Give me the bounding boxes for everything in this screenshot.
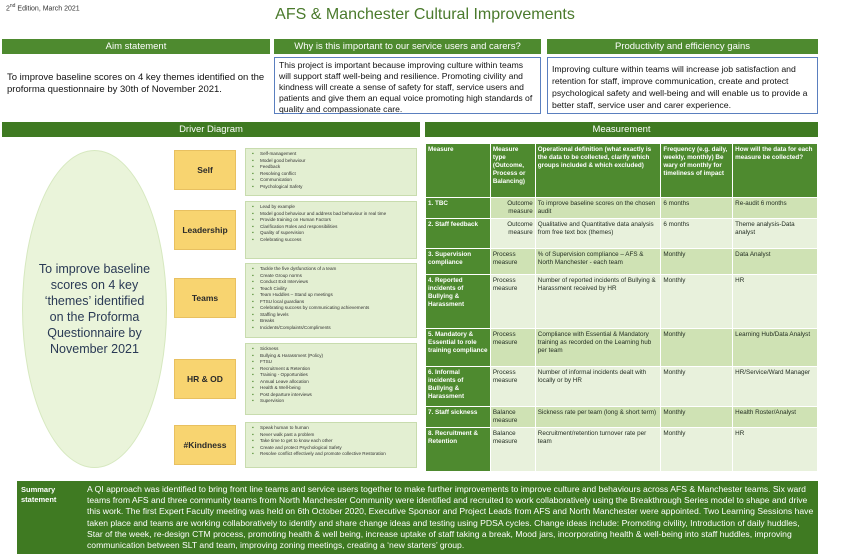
list-item: ▪ Never walk past a problem [260,432,412,439]
list-item: ▪ FTSU local guardians [260,299,412,306]
measure-cell: 5. Mandatory & Essential to role training compliance [426,329,491,367]
driver-diagram-heading: Driver Diagram [2,122,420,137]
type-cell: Process measure [490,249,535,275]
list-item: ▪ Quality of supervision [260,230,412,237]
type-cell: Balance measure [490,407,535,428]
driver-teams-items [245,263,417,338]
productivity-heading: Productivity and efficiency gains [547,39,818,54]
summary-panel [17,481,818,554]
list-item: ▪ Team Huddles – Stand up meetings [260,292,412,299]
definition-cell: Qualitative and Quantitative data analysis from free text box (themes) [535,219,661,249]
list-item: ▪ Resolve conflict effectively and promote collective Restoration [260,451,412,458]
summary-label: Summary statement [21,485,57,504]
list-item: ▪ Take time to get to know each other [260,438,412,445]
column-header: Measure [426,144,491,198]
list-item: ▪ Speak human to human [260,425,412,432]
collection-cell: Learning Hub/Data Analyst [733,329,818,367]
list-item: ▪ FTSU [260,359,412,366]
list-item: ▪ Tackle the five dysfunctions of a team [260,266,412,273]
collection-cell: Theme analysis-Data analyst [733,219,818,249]
list-item: ▪ Clarification Roles and responsibilities [260,224,412,231]
why-important-text: This project is important because improving culture within teams will support staff well-being and resilience. Promoting civility and kindness will create a sense of safety for staff, service users and patients and give them an equal voice promoting high standards of quality and compassionate care. [274,57,541,114]
driver-kindness: #Kindness [174,425,236,465]
frequency-cell: Monthly [661,249,733,275]
list-item: ▪ Create and protect Psychological Safety [260,445,412,452]
table-row [426,198,818,219]
definition-cell: Number of informal incidents dealt with locally or by HR [535,367,661,407]
collection-cell: HR/Service/Ward Manager [733,367,818,407]
driver-teams: Teams [174,278,236,318]
frequency-cell: 6 months [661,219,733,249]
column-header: Operational definition (what exactly is the data to be collected, clarify which groups included & which excluded) [535,144,661,198]
list-item: ▪ Breaks [260,318,412,325]
list-item: ▪ Training - Opportunities [260,372,412,379]
list-item: ▪ Annual Leave allocation [260,379,412,386]
measure-cell: 3. Supervision compliance [426,249,491,275]
table-row [426,329,818,367]
list-item: ▪ Psychological Safety [260,184,412,191]
list-item: ▪ Celebrating success by communicating achievements [260,305,412,312]
collection-cell: Data Analyst [733,249,818,275]
driver-hr-od-items [245,343,417,415]
table-row [426,367,818,407]
list-item: ▪ Model good behaviour [260,158,412,165]
type-cell: Balance measure [490,428,535,472]
measure-cell: 2. Staff feedback [426,219,491,249]
list-item: ▪ Create Group norms [260,273,412,280]
collection-cell: HR [733,428,818,472]
list-item: ▪ Teach Civility [260,286,412,293]
measure-cell: 7. Staff sickness [426,407,491,428]
list-item: ▪ Post departure interviews [260,392,412,399]
collection-cell: Health Roster/Analyst [733,407,818,428]
definition-cell: % of Supervision compliance – AFS & North Manchester - each team [535,249,661,275]
list-item: ▪ Provide training on Human Factors [260,217,412,224]
type-cell: Process measure [490,275,535,329]
page-title: AFS & Manchester Cultural Improvements [275,6,575,23]
type-cell: Process measure [490,367,535,407]
productivity-text: Improving culture within teams will increase job satisfaction and retention for staff, improve communication, create and protect psychological safety and well-being and will enable us to provide a better staff, service user and carer experience. [547,57,818,114]
list-item: ▪ Feedback [260,164,412,171]
collection-cell: HR [733,275,818,329]
list-item: ▪ Health & Well-being [260,385,412,392]
driver-self-items [245,148,417,196]
aim-statement-text: To improve baseline scores on 4 key themes identified on the proforma questionnaire by 30th of November 2021. [2,57,270,114]
frequency-cell: 6 months [661,198,733,219]
edition-note: 2nd Edition, March 2021 [6,3,80,13]
measurement-table [425,143,818,472]
driver-leadership-items [245,201,417,259]
measure-cell: 4. Reported incidents of Bullying & Harassment [426,275,491,329]
list-item: ▪ Self-management [260,151,412,158]
measurement-heading: Measurement [425,122,818,137]
list-item: ▪ Model good behaviour and address bad behaviour in real time [260,211,412,218]
list-item: ▪ Bullying & Harassment (Policy) [260,353,412,360]
table-row [426,428,818,472]
table-row [426,407,818,428]
driver-leadership: Leadership [174,210,236,250]
table-row [426,275,818,329]
frequency-cell: Monthly [661,367,733,407]
column-header: How will the data for each measure be collected? [733,144,818,198]
list-item: ▪ Celebrating success [260,237,412,244]
aim-heading: Aim statement [2,39,270,54]
list-item: ▪ Incidents/Complaints/Compliments [260,325,412,332]
type-cell: Outcome measure [490,198,535,219]
frequency-cell: Monthly [661,428,733,472]
definition-cell: To improve baseline scores on the chosen audit [535,198,661,219]
driver-hr-od: HR & OD [174,359,236,399]
list-item: ▪ Communication [260,177,412,184]
list-item: ▪ Lead by example [260,204,412,211]
list-item: ▪ Sickness [260,346,412,353]
type-cell: Outcome measure [490,219,535,249]
driver-diagram [2,138,420,478]
why-heading: Why is this important to our service users and carers? [274,39,541,54]
list-item: ▪ Supervision [260,398,412,405]
collection-cell: Re-audit 6 months [733,198,818,219]
measure-cell: 1. TBC [426,198,491,219]
frequency-cell: Monthly [661,407,733,428]
list-item: ▪ Conduct Exit Interviews [260,279,412,286]
definition-cell: Recruitment/retention turnover rate per team [535,428,661,472]
table-row [426,249,818,275]
list-item: ▪ Recruitment & Retention [260,366,412,373]
definition-cell: Sickness rate per team (long & short term) [535,407,661,428]
aim-oval: To improve baseline scores on 4 key ‘themes’ identified on the Proforma Questionnaire by November 2021 [22,150,167,468]
column-header: Frequency (e.g. daily, weekly, monthly) Be wary of monthly for timeliness of impact [661,144,733,198]
measure-cell: 8. Recruitment & Retention [426,428,491,472]
list-item: ▪ Resolving conflict [260,171,412,178]
driver-kindness-items [245,422,417,468]
type-cell: Process measure [490,329,535,367]
measure-cell: 6. Informal incidents of Bullying & Harassment [426,367,491,407]
frequency-cell: Monthly [661,275,733,329]
table-header-row [426,144,818,198]
table-row [426,219,818,249]
frequency-cell: Monthly [661,329,733,367]
definition-cell: Compliance with Essential & Mandatory training as recorded on the Learning hub per team [535,329,661,367]
summary-text: A QI approach was identified to bring front line teams and service users together to make further improvements to improve culture and behaviours across AFS & Manchester teams. Six ward teams from AFS and three community teams from North Manchester Community were identified and recruited to work collaboratively using the Breakthrough Series model to shape and drive this work. The first Expert Faculty meeting was held on 6th October 2020, Executive Sponsor and Project Leads from AFS and North Manchester were appointed. Two Learning Sessions have taken place and teams are working collaboratively to identify and share change ideas and testing using PDSA cycles. Change ideas include: Promoting civility, Introduction of daily huddles, Star of the week, re-design CTM process, promoting health & well being, increase uptake of staff taking a break, Mood jars, incorporating health & well-being into staff huddles, improving communication between SLT and team, improving zoning meetings, creating a ‘new starters’ group. [87,484,814,551]
driver-self: Self [174,150,236,190]
list-item: ▪ Staffing levels [260,312,412,319]
column-header: Measure type (Outcome, Process or Balancing) [490,144,535,198]
definition-cell: Number of reported incidents of Bullying & Harassment received by HR [535,275,661,329]
